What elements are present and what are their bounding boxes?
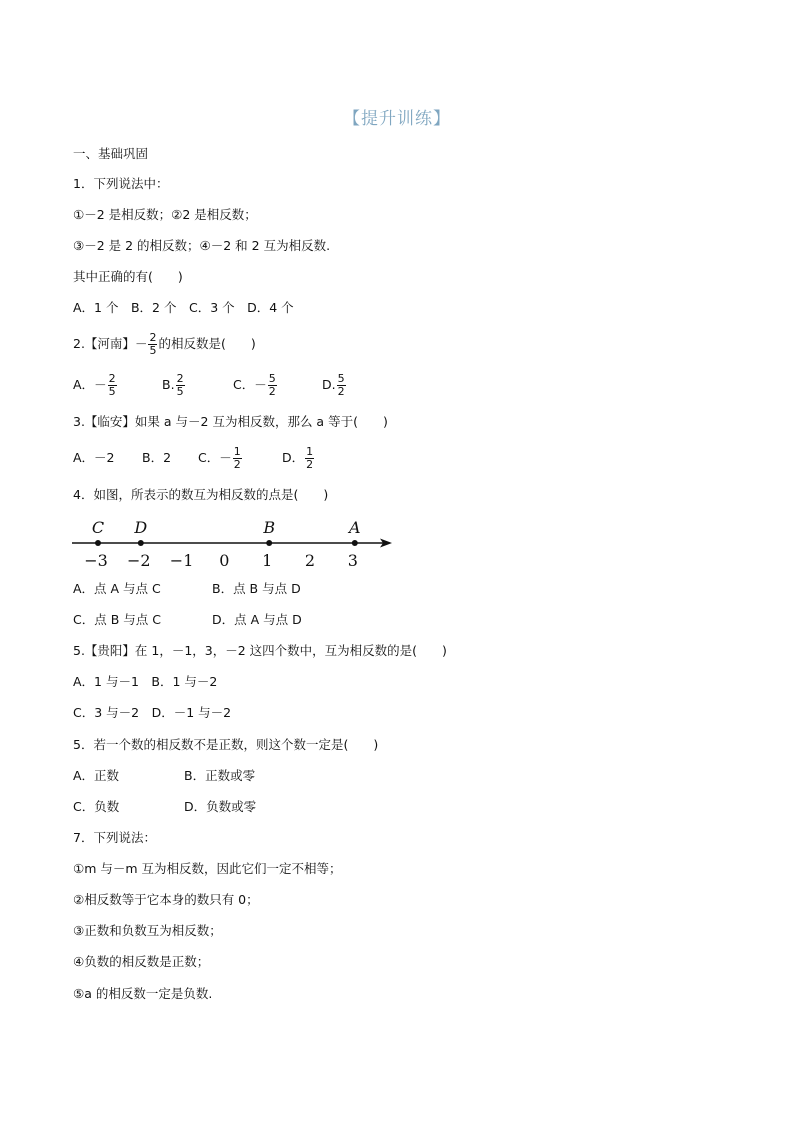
- q2-option-b: [162, 372, 186, 398]
- q7-item-2: ②相反数等于它本身的数只有 0；: [73, 892, 259, 907]
- q3-option-d-num: 1: [306, 445, 314, 458]
- q3-option-d: [282, 445, 315, 471]
- q1-statement-2: ③－2 是 2 的相反数；④－2 和 2 互为相反数.: [73, 238, 331, 253]
- q2-option-b-label: B.: [162, 377, 175, 392]
- q3-option-c-den: 2: [233, 458, 241, 471]
- q7-stem: 7．下列说法：: [73, 830, 156, 845]
- q2-suffix: 的相反数是( ): [158, 336, 256, 351]
- q6-stem: 5．若一个数的相反数不是正数，则这个数一定是( ): [73, 737, 379, 752]
- q2-sign: －: [134, 336, 148, 352]
- q7-item-5: ⑤a 的相反数一定是负数.: [73, 986, 213, 1001]
- q3-option-d-label: D．: [282, 450, 305, 465]
- q2-frac-num: 2: [149, 331, 157, 344]
- q4-stem: 4．如图，所表示的数互为相反数的点是( ): [73, 487, 329, 502]
- tick-label--1: −1: [169, 551, 194, 570]
- q2-option-b-fraction: [176, 373, 185, 398]
- q5-options-row-1: A．1 与－1 B．1 与－2: [73, 674, 218, 689]
- q1-options: A．1 个 B．2 个 C．3 个 D．4 个: [73, 300, 294, 315]
- q2-option-d-label: D.: [322, 377, 336, 392]
- q3-option-d-den: 2: [306, 458, 314, 471]
- tick-label-1: 1: [262, 551, 273, 570]
- q2-option-c-fraction: [268, 373, 277, 398]
- q3-option-c-label: C．: [198, 450, 220, 465]
- q2-option-d: [322, 372, 347, 398]
- tick-label-3: 3: [347, 551, 358, 570]
- point-c: [95, 540, 101, 546]
- q2-option-a-sign: －: [94, 377, 107, 393]
- q2-option-d-fraction: [337, 373, 346, 398]
- q5-options-row-2: C．3 与－2 D．－1 与－2: [73, 705, 232, 720]
- q7-item-3: ③正数和负数互为相反数；: [73, 923, 222, 938]
- q2-option-c-sign: －: [254, 377, 267, 393]
- q2-prefix: 2.【河南】: [73, 336, 135, 351]
- q1-stem: 1．下列说法中：: [73, 176, 169, 191]
- q2-option-b-den: 5: [176, 385, 184, 398]
- q2-option-a: [73, 372, 118, 399]
- q2-option-b-num: 2: [176, 372, 184, 385]
- point-label-d: D: [134, 518, 148, 537]
- q2-option-a-num: 2: [108, 372, 116, 385]
- q4-option-d: D．点 A 与点 D: [212, 612, 302, 627]
- page-title: 【提升训练】: [343, 109, 451, 129]
- point-label-c: C: [91, 518, 105, 537]
- q2-option-c-num: 5: [268, 372, 276, 385]
- q7-item-1: ①m 与－m 互为相反数，因此它们一定不相等；: [73, 861, 342, 876]
- q2-option-c-den: 2: [268, 385, 276, 398]
- tick-label--2: −2: [127, 551, 151, 570]
- tick-label--3: −3: [84, 551, 108, 570]
- q2-option-a-fraction: [108, 373, 117, 398]
- q2-option-a-label: A．: [73, 377, 95, 392]
- point-a: [352, 540, 358, 546]
- point-label-a: A: [349, 518, 361, 537]
- q7-item-4: ④负数的相反数是正数；: [73, 954, 210, 969]
- q4-option-c: C．点 B 与点 C: [73, 612, 161, 627]
- q6-option-a: A．正数: [73, 768, 120, 783]
- q1-statement-1: ①－2 是相反数；②2 是相反数；: [73, 207, 257, 222]
- q3-option-c: [198, 445, 243, 472]
- q3-option-b: B．2: [142, 450, 172, 465]
- q6-option-c: C．负数: [73, 799, 120, 814]
- tick-label-2: 2: [304, 551, 316, 570]
- q3-stem: 3.【临安】如果 a 与－2 互为相反数，那么 a 等于( ): [73, 414, 388, 429]
- point-b: [266, 540, 272, 546]
- section-heading: 一、基础巩固: [73, 146, 149, 161]
- q3-option-c-num: 1: [233, 445, 241, 458]
- point-label-b: B: [263, 518, 276, 537]
- q3-option-c-sign: －: [219, 450, 232, 466]
- q2-option-d-den: 2: [337, 385, 345, 398]
- q6-option-b: B．正数或零: [184, 768, 256, 783]
- point-d: [138, 540, 144, 546]
- q3-option-d-fraction: [305, 446, 314, 471]
- q1-question: 其中正确的有( ): [73, 269, 183, 284]
- q2-frac-den: 5: [149, 344, 157, 357]
- q4-option-b: B．点 B 与点 D: [212, 581, 301, 596]
- q3-option-a: A．－2: [73, 450, 115, 465]
- q2-option-c-label: C．: [233, 377, 255, 392]
- number-line: [72, 518, 392, 570]
- q2-option-a-den: 5: [108, 385, 116, 398]
- number-line-figure: [66, 512, 396, 572]
- q6-option-d: D．负数或零: [184, 799, 257, 814]
- tick-label-0: 0: [219, 551, 230, 570]
- q2-fraction: [148, 332, 157, 357]
- q2-stem: [73, 331, 256, 358]
- q4-option-a: A．点 A 与点 C: [73, 581, 161, 596]
- q2-option-d-num: 5: [337, 372, 345, 385]
- q3-option-c-fraction: [233, 446, 242, 471]
- q5-stem: 5.【贵阳】在 1，－1，3，－2 这四个数中，互为相反数的是( ): [73, 643, 447, 658]
- q2-option-c: [233, 372, 278, 399]
